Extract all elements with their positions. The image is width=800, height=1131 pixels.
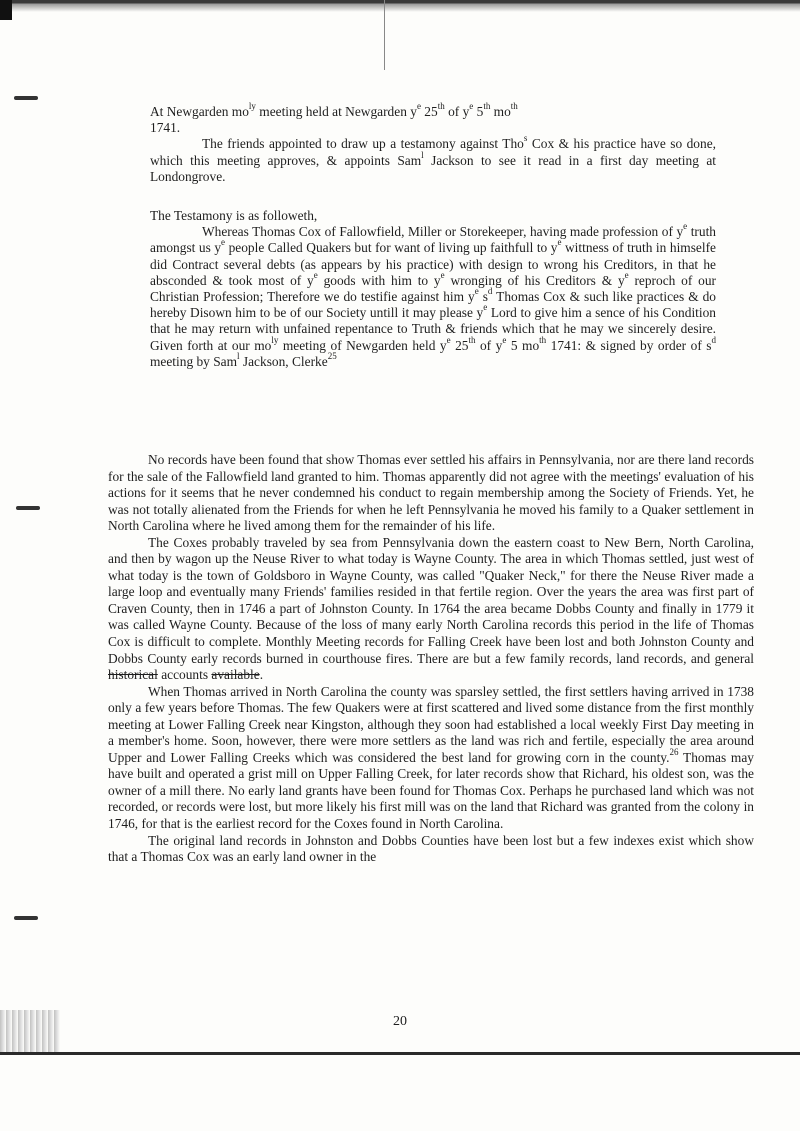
- page-number: 20: [393, 1014, 407, 1029]
- minutes-paragraph: The friends appointed to draw up a testamony against Tho$^s$ Cox & his practice have so done, which this meeting approves, & appoints Sam$^l$ Jackson to see it read in a first day meeting at Londongrove.: [150, 133, 716, 184]
- scan-fold-line: [384, 0, 385, 70]
- meeting-minutes-quote: [150, 101, 716, 185]
- narrative-paragraph: When Thomas arrived in North Carolina the county was sparsley settled, the first settlers having arrived in 1738 only a few years before Thomas. The few Quakers were at first scattered and lived some distance from the first monthly meeting at Lower Falling Creek near Kingston, although they soon had established a local weekly First Day meeting in a member's home. Soon, however, there were more settlers as the land was rich and fertile, especially the area around Upper and Lower Falling Creeks which was considered the best land for growing corn in the county.$^{26}$ Thomas may have built and operated a grist mill on Upper Falling Creek, for later records show that Richard, his oldest son, was the owner of a mill there. No early land grants have been found for Thomas Cox. Perhaps he purchased land which was not recorded, or records were lost, but more likely his first mill was on the land that Richard was granted from the colony in 1746, for that is the earliest record for the Coxes found in North Carolina.: [108, 683, 754, 832]
- narrative-paragraph: No records have been found that show Thomas ever settled his affairs in Pennsylvania, nor are there land records for the sale of the Fallowfield land granted to him. Thomas apparently did not agree with the meetings' evaluation of his actions for it seems that he never condemned his conduct to regain membership among the Society of Friends. Yet, he was not totally alienated from the Friends for when he left Pennsylvania he moved his family to a Quaker settlement in North Carolina where he lived among them for the remainder of his life.: [108, 452, 754, 534]
- scan-bottom-edge: [0, 1052, 800, 1055]
- punch-hole-mark: [14, 96, 38, 100]
- testimony-quote: [150, 208, 716, 370]
- scan-corner-mark: [0, 0, 12, 20]
- scan-top-edge: [0, 0, 800, 14]
- minutes-heading: At Newgarden $mo^{ly}$ meeting held at Newgarden $y^e$ 25th of $y^e$ 5th $mo^{th}$: [150, 101, 518, 119]
- minutes-year: 1741.: [150, 120, 181, 136]
- testimony-intro: The Testamony is as followeth,: [150, 208, 318, 223]
- narrative-text: [108, 452, 754, 866]
- punch-hole-mark: [16, 506, 40, 510]
- punch-hole-mark: [14, 916, 38, 920]
- narrative-paragraph: The original land records in Johnston and Dobbs Counties have been lost but a few indexes exist which show that a Thomas Cox was an early land owner in the: [108, 832, 754, 865]
- narrative-paragraph: The Coxes probably traveled by sea from Pennsylvania down the eastern coast to New Bern, North Carolina, and then by wagon up the Neuse River to what today is Wayne County. The area in which Thomas settled, just west of what today is the town of Goldsboro in Wayne County, was called "Quaker Neck," for there the Neuse River made a large loop and eventually many Friends' families resided in that fertile region. Over the years the area was first part of Craven County, then in 1746 a part of Johnston County. In 1764 the area became Dobbs County and finally in 1779 it was called Wayne County. Because of the loss of many early North Carolina records this period in the life of Thomas Cox is difficult to complete. Monthly Meeting records for Falling Creek have been lost and both Johnston County and Dobbs County early records burned in courthouse fires. There are but a few family records, land records, and general historical accounts available.: [108, 534, 754, 683]
- testimony-body: Whereas Thomas Cox of Fallowfield, Miller or Storekeeper, having made profession of $y^e$ truth amongst us $y^e$ people Called Quakers but for want of living up faithfull to $y^e$ wittness of truth in himselfe did Contract several debts (as appears by his practice) with design to wrong his Creditors, in that he absconded & took most of $y^e$ goods with him to $y^e$ wronging of his Creditors & $y^e$ reproch of our Christian Profession; Therefore we do testifie against him $y^e$ $s^d$ Thomas Cox & such like practices & do hereby Disown him to be of our Society untill it may please $y^e$ Lord to give him a sence of his Condition that he may return with unfained repentance to Truth & friends which that he may we sincerely desire. Given forth at our $mo^{ly}$ meeting of Newgarden held $y^e$ 25th of $y^e$ 5 $mo^{th}$ 1741: & signed by order of $s^d$ meeting by Sam$^l$ Jackson, Clerke$^{25}$: [150, 221, 717, 369]
